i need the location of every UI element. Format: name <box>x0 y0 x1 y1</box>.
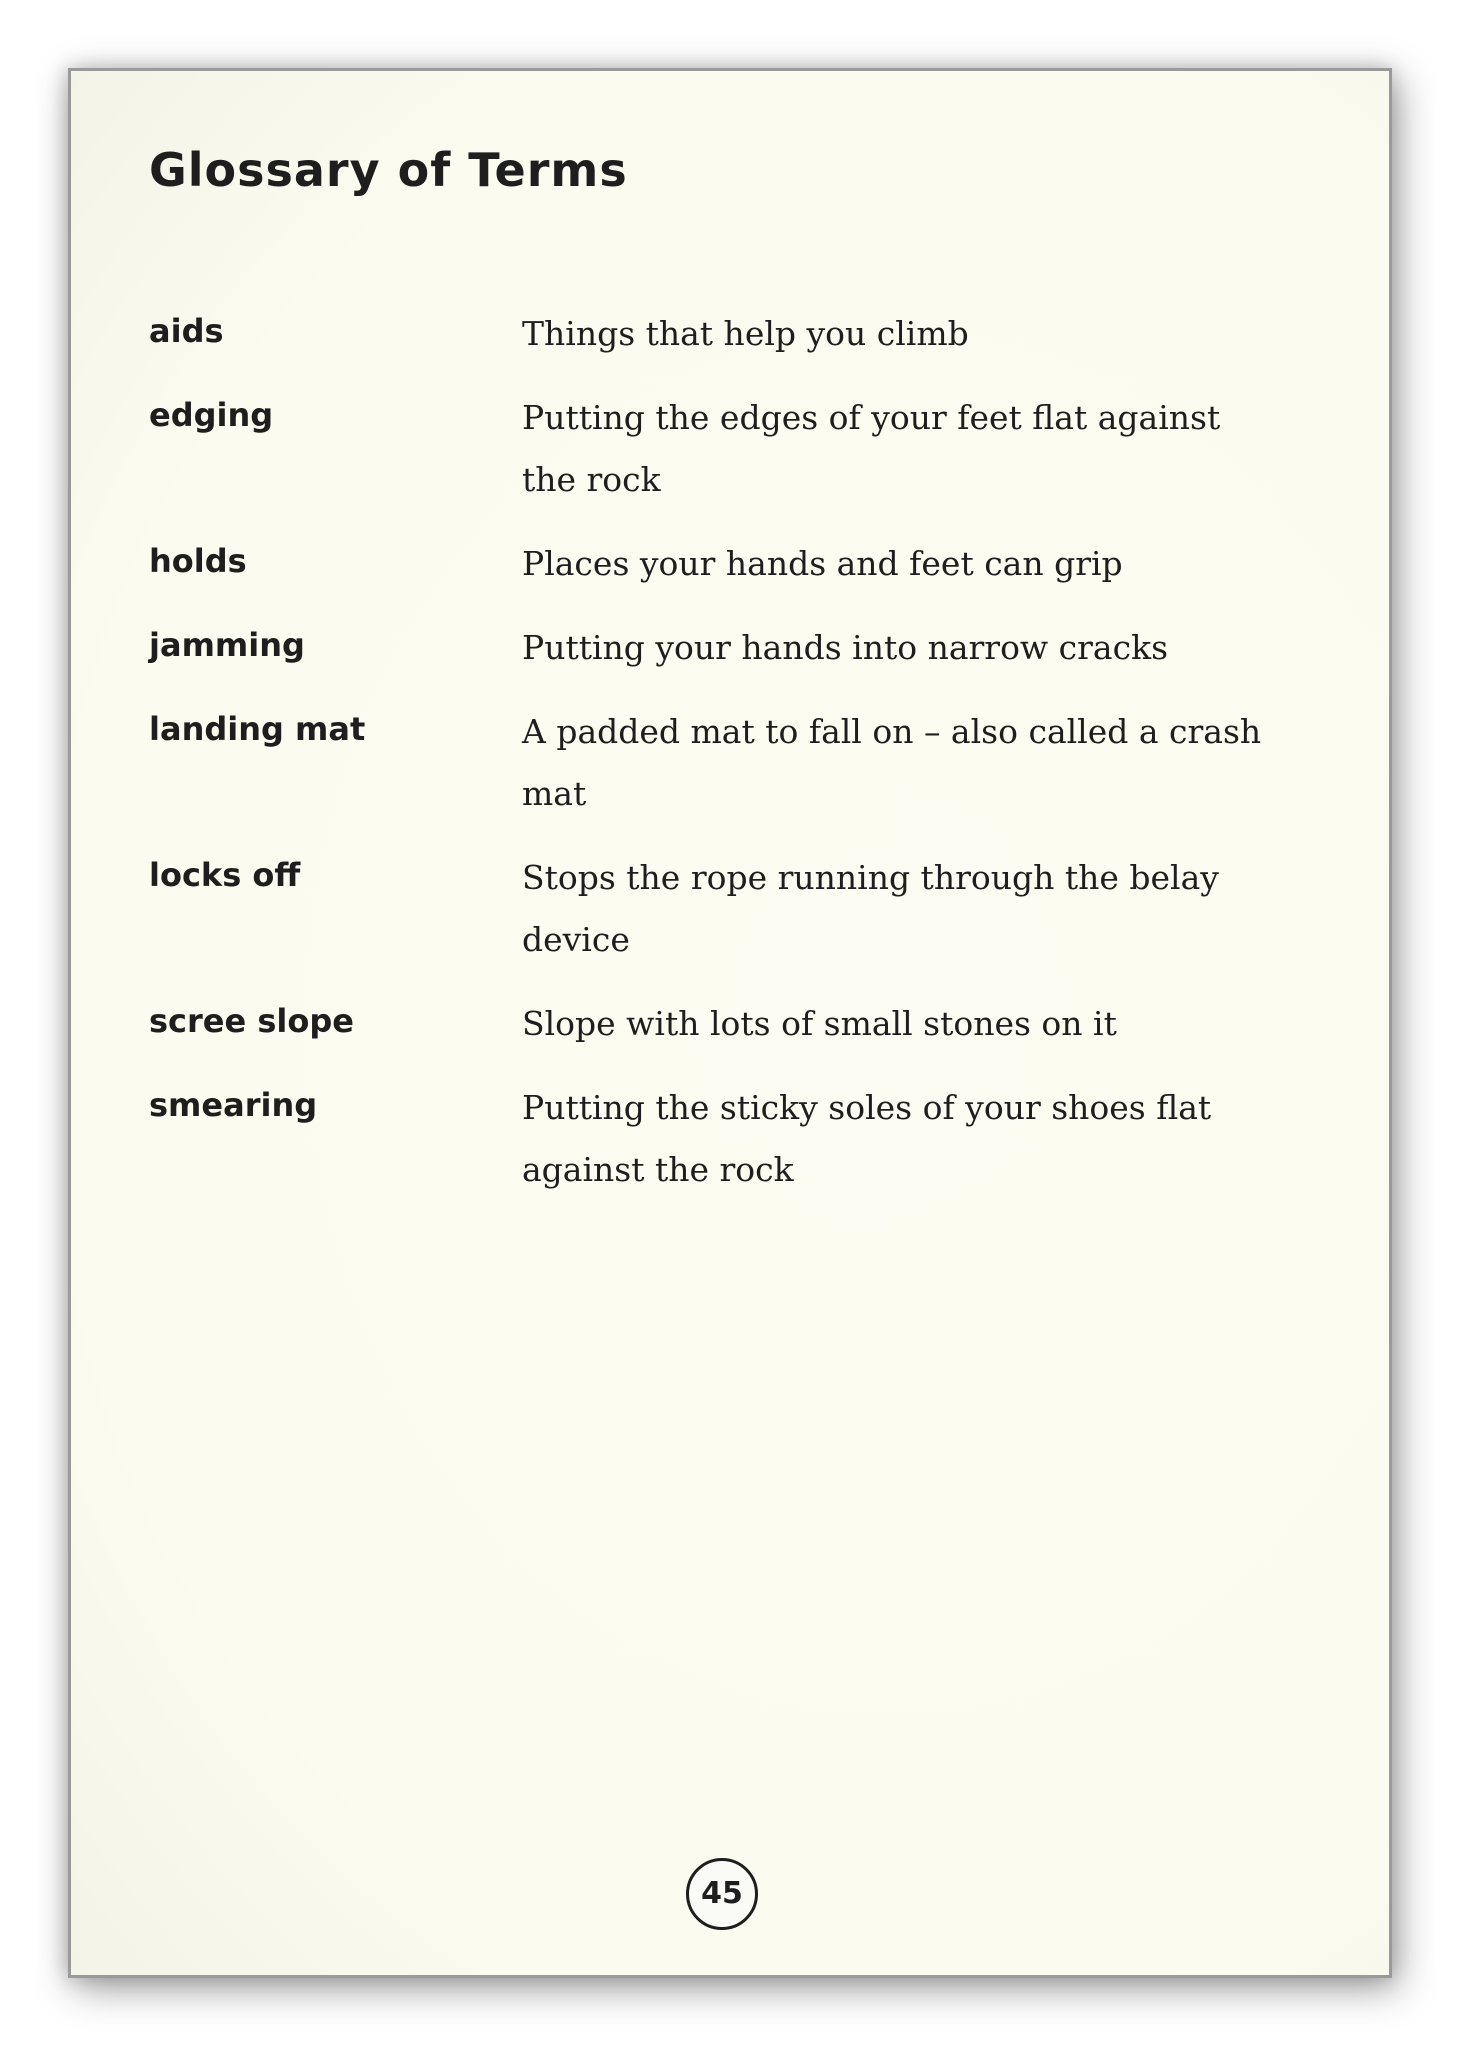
glossary-entry <box>149 993 1329 1055</box>
page-title: Glossary of Terms <box>149 143 628 197</box>
book-page <box>68 68 1392 1978</box>
glossary-entry <box>149 847 1329 971</box>
page-number: 45 <box>686 1858 758 1930</box>
glossary-definition: Stops the rope running through the belay device <box>522 858 1219 959</box>
glossary-entry <box>149 617 1329 679</box>
glossary-entry <box>149 1077 1329 1201</box>
glossary-entry <box>149 387 1329 511</box>
glossary-term: edging <box>149 396 274 434</box>
glossary-list <box>149 303 1329 1223</box>
glossary-term: jamming <box>149 626 305 664</box>
glossary-term: scree slope <box>149 1002 354 1040</box>
glossary-definition: Putting the sticky soles of your shoes flat against the rock <box>522 1088 1212 1189</box>
glossary-entry <box>149 303 1329 365</box>
glossary-entry <box>149 701 1329 825</box>
glossary-definition: A padded mat to fall on – also called a crash mat <box>522 712 1262 813</box>
glossary-definition: Putting the edges of your feet flat against the rock <box>522 398 1221 499</box>
glossary-term: landing mat <box>149 710 366 748</box>
glossary-definition: Slope with lots of small stones on it <box>522 1004 1117 1043</box>
glossary-definition: Things that help you climb <box>522 314 969 353</box>
glossary-term: holds <box>149 542 247 580</box>
glossary-definition: Putting your hands into narrow cracks <box>522 628 1169 667</box>
glossary-entry <box>149 533 1329 595</box>
glossary-term: aids <box>149 312 224 350</box>
glossary-term: locks off <box>149 856 301 894</box>
glossary-definition: Places your hands and feet can grip <box>522 544 1123 583</box>
glossary-term: smearing <box>149 1086 318 1124</box>
